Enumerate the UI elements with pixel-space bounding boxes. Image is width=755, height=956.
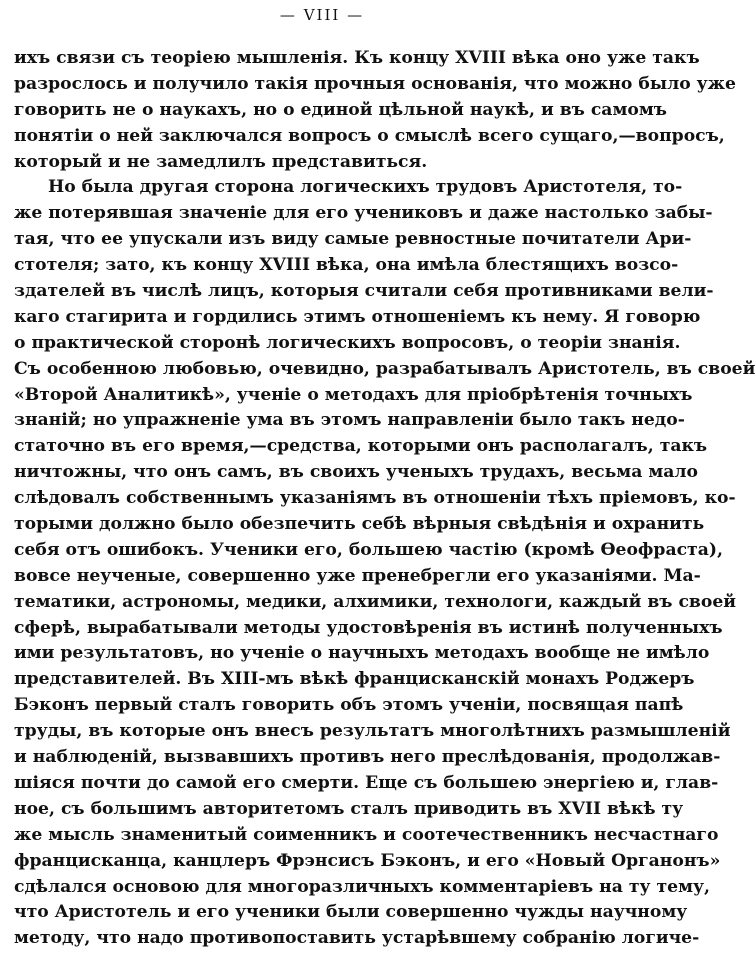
text-line: здателей въ числѣ лицъ, которыя считали себя противниками вели- bbox=[14, 281, 714, 302]
body-text bbox=[14, 46, 755, 952]
text-line: Но была другая сторона логическихъ трудовъ Аристотеля, то- bbox=[48, 177, 683, 198]
text-line: который и не замедлилъ представиться. bbox=[14, 151, 428, 172]
text-line: ими результатовъ, но ученіе о научныхъ методахъ вообще не имѣло bbox=[14, 643, 710, 664]
text-line: ничтожны, что онъ самъ, въ своихъ ученыхъ трудахъ, весьма мало bbox=[14, 462, 698, 483]
text-line: понятіи о ней заключался вопросъ о смыслѣ всего сущаго,—вопросъ, bbox=[14, 125, 725, 146]
text-line: знаній; но упражненіе ума въ этомъ направленіи было такъ недо- bbox=[14, 410, 685, 431]
text-line: что Аристотель и его ученики были совершенно чужды научному bbox=[14, 902, 688, 923]
text-line: Бэконъ первый сталъ говорить объ этомъ ученіи, посвящая папѣ bbox=[14, 695, 684, 716]
text-line: Съ особенною любовью, очевидно, разрабатывалъ Аристотель, въ своей bbox=[14, 358, 755, 379]
text-line: стотеля; зато, къ концу XVIII вѣка, она имѣла блестящихъ возсо- bbox=[14, 255, 679, 276]
text-line: «Второй Аналитикѣ», ученіе о методахъ для пріобрѣтенія точныхъ bbox=[14, 384, 693, 405]
text-line: же потерявшая значеніе для его учениковъ и даже настолько забы- bbox=[14, 203, 713, 224]
text-line: о практической сторонѣ логическихъ вопросовъ, о теоріи знанія. bbox=[14, 332, 681, 353]
text-line: францисканца, канцлеръ Фрэнсисъ Бэконъ, и его «Новый Органонъ» bbox=[14, 850, 721, 871]
text-line: ное, съ большимъ авторитетомъ сталъ приводить въ XVII вѣкѣ ту bbox=[14, 798, 684, 819]
text-line: разрослось и получило такія прочныя основанія, что можно было уже bbox=[14, 73, 736, 94]
text-line: тая, что ее упускали изъ виду самые ревностные почитатели Ари- bbox=[14, 229, 692, 250]
text-line: слѣдовалъ собственнымъ указаніямъ въ отношеніи тѣхъ пріемовъ, ко- bbox=[14, 488, 736, 509]
text-line: ихъ связи съ теоріею мышленія. Къ концу XVIII вѣка оно уже такъ bbox=[14, 48, 700, 68]
text-line: представителей. Въ XIII-мъ вѣкѣ францисканскій монахъ Роджеръ bbox=[14, 669, 695, 690]
text-line: сдѣлался основою для многоразличныхъ комментаріевъ на ту тему, bbox=[14, 876, 711, 897]
text-line: методу, что надо противопоставить устарѣвшему собранію логиче- bbox=[14, 928, 700, 949]
text-line: себя отъ ошибокъ. Ученики его, большею частію (кромѣ Өеофраста), bbox=[14, 539, 723, 560]
text-line: вовсе неученые, совершенно уже пренебрегли его указаніями. Ма- bbox=[14, 565, 701, 586]
text-line: статочно въ его время,—средства, которыми онъ располагалъ, такъ bbox=[14, 436, 708, 457]
text-line: говорить не о наукахъ, но о единой цѣльной наукѣ, и въ самомъ bbox=[14, 99, 667, 120]
text-line: сферѣ, вырабатывали методы удостовѣренія въ истинѣ полученныхъ bbox=[14, 617, 723, 638]
text-line: же мысль знаменитый соименникъ и соотечественникъ несчастнаго bbox=[14, 824, 719, 845]
text-line: тематики, астрономы, медики, алхимики, технологи, каждый въ своей bbox=[14, 591, 737, 612]
text-line: торыми должно было обезпечить себѣ вѣрныя свѣдѣнія и охранить bbox=[14, 514, 705, 535]
text-line: шіяся почти до самой его смерти. Еще съ большею энергіею и, глав- bbox=[14, 772, 719, 793]
text-line: труды, въ которые онъ внесъ результатъ многолѣтнихъ размышленій bbox=[14, 721, 731, 742]
page-number: — VIII — bbox=[279, 6, 365, 24]
text-line: каго стагирита и гордились этимъ отношеніемъ къ нему. Я говорю bbox=[14, 306, 701, 327]
text-line: и наблюденій, вызвавшихъ противъ него преслѣдованія, продолжав- bbox=[14, 747, 721, 768]
